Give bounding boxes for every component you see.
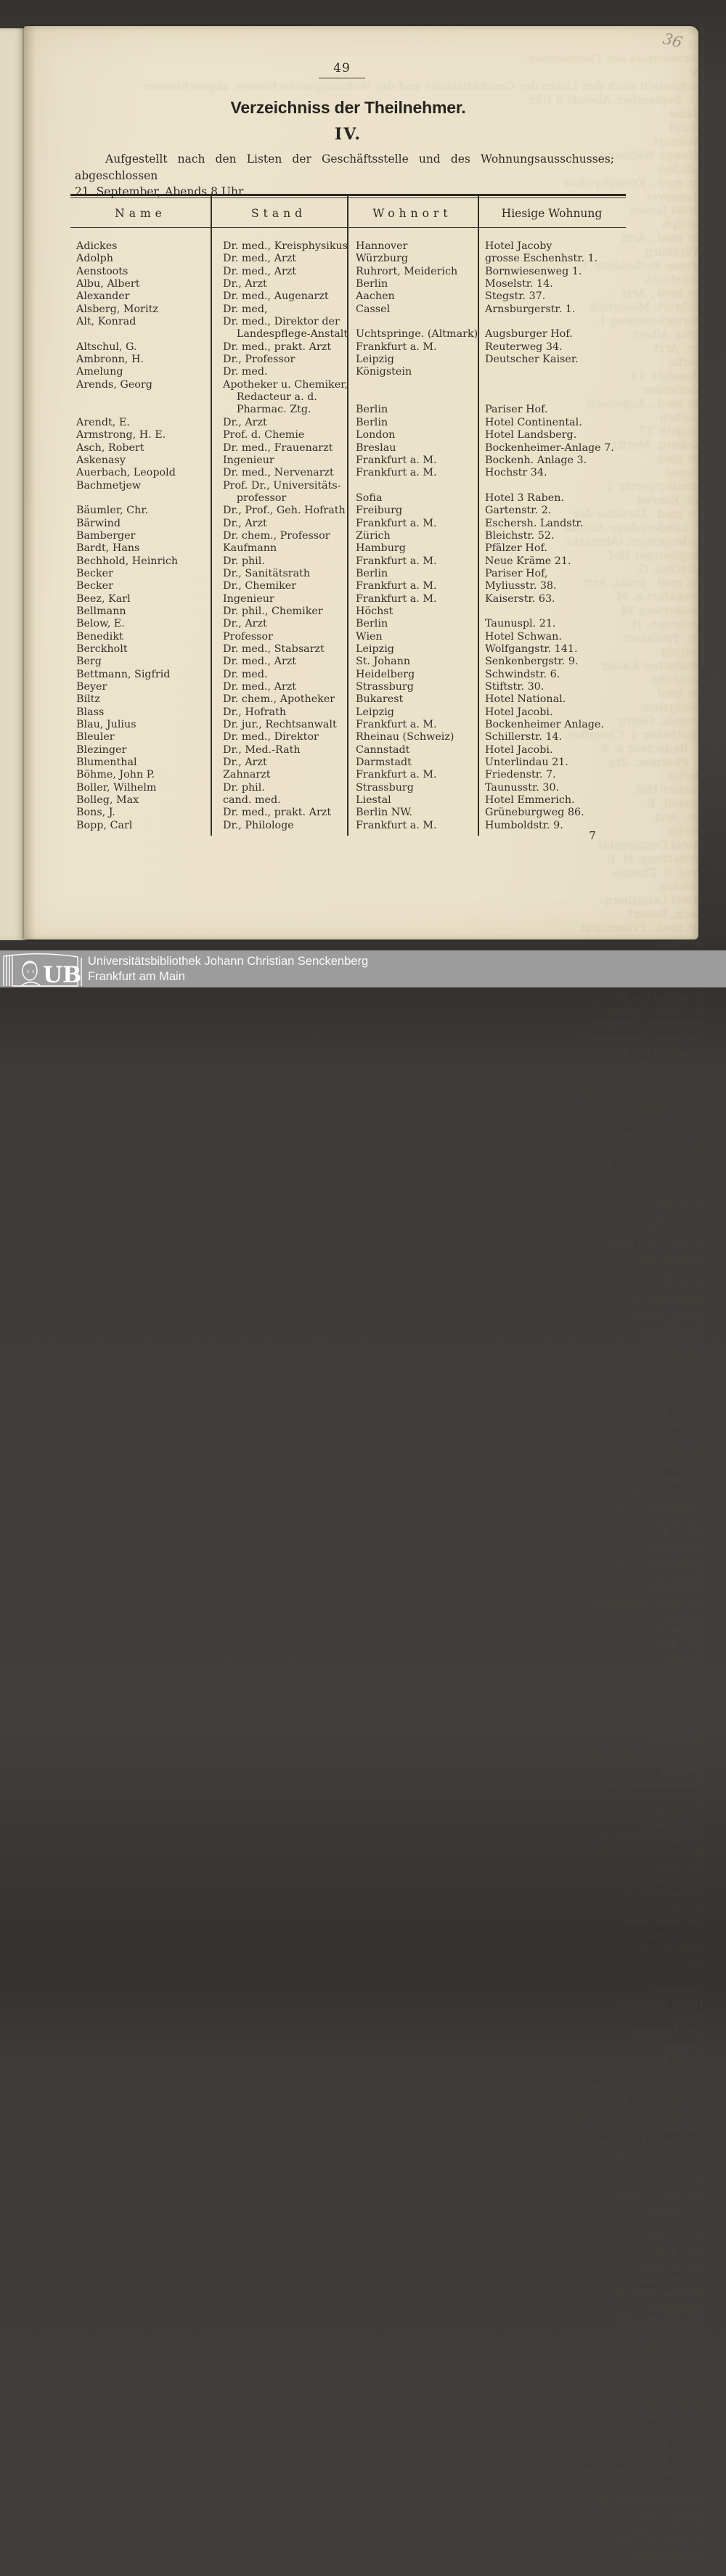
table-cell-name: Bons, J. [76,807,115,819]
table-cell-name: Bettmann, Sigfrid [76,668,171,680]
table-cell-stand: Dr., Hofrath [223,706,287,718]
table-cell-stand: Dr., Sanitätsrath [223,567,311,579]
table-cell-stand: Dr. med., Augenarzt [223,290,329,303]
table-cell-wohnung: Reuterweg 34. [485,341,563,353]
table-cell-wohnort: Würzburg [356,253,409,265]
table-cell-name: Blezinger [76,743,127,756]
table-cell-stand: Dr., Arzt [223,757,267,769]
table-cell-stand: Pharmac. Ztg. [223,404,311,416]
table-cell-stand: Dr., Prof., Geh. Hofrath [223,505,346,517]
table-cell-wohnort: Aachen [356,290,395,303]
table-cell-wohnort: London [356,429,396,441]
participants-table [70,194,626,841]
page-title: Verzeichniss der Theilnehmer. [230,98,466,117]
table-cell-wohnort: Berlin [356,404,388,416]
table-cell-wohnung: Deutscher Kaiser. [485,354,579,366]
table-cell-wohnung: Hotel National. [485,693,566,706]
table-cell-wohnung: Hotel Landsberg. [485,429,577,441]
table-cell-name: Benedikt [76,630,123,643]
column-header-stand: Stand [251,207,306,220]
table-cell-name: Alt, Konrad [76,316,136,328]
table-cell-wohnort: Frankfurt a. M. [356,454,437,466]
table-cell-wohnort [347,379,478,391]
table-cell-stand: Dr. med., Direktor der [223,316,340,328]
table-cell-wohnung: Bockenheimer-Anlage 7. [485,441,614,454]
table-cell-name: Berg [76,656,102,668]
table-cell-name [70,391,211,404]
table-cell-wohnort: Frankfurt a. M. [356,555,437,567]
subtitle [75,151,614,200]
table-cell-name: Bardt, Hans [76,542,140,555]
table-cell-name: Boller, Wilhelm [76,781,157,794]
table-cell-name: Biltz [76,693,100,706]
table-cell-stand: Dr. med., prakt. Arzt [223,341,332,353]
table-cell-name: Arendt, E. [76,416,130,428]
table-cell-name: Adickes [76,240,118,252]
table-cell-stand: Dr. phil. [223,781,265,794]
table-cell-wohnort: Strassburg [356,781,414,794]
table-cell-wohnung: Stiftstr. 30. [485,681,544,693]
table-cell-wohnung: Moselstr. 14. [485,278,553,290]
table-cell-stand: Dr. jur., Rechtsanwalt [223,719,337,731]
table-cell-wohnort: Frankfurt a. M. [356,467,437,479]
table-cell-wohnung: Hochstr 34. [485,467,547,479]
table-cell-name [70,404,211,416]
table-cell-wohnort: Breslau [356,441,396,454]
table-cell-stand: Dr. phil. [223,555,265,567]
table-cell-wohnort: Ruhrort, Meiderich [356,265,458,277]
table-cell-name: Bärwind [76,517,121,529]
table-cell-stand: Dr., Arzt [223,517,267,529]
table-cell-name: Blumenthal [76,757,137,769]
page-number-top: 49 [333,61,351,76]
table-cell-wohnort: Cassel [356,303,391,315]
table-cell-stand: Dr., Med.-Rath [223,743,301,756]
table-cell-wohnort: Frankfurt a. M. [356,517,437,529]
table-cell-stand: professor [223,492,287,504]
table-cell-wohnung: Bornwiesenweg 1. [485,265,582,277]
table-cell-wohnung: Gartenstr. 2. [485,505,552,517]
table-cell-name: Bellmann [76,605,126,617]
library-footer-bar [0,950,726,987]
table-cell-wohnung: Grüneburgweg 86. [485,807,584,819]
table-cell-name: Bechhold, Heinrich [76,555,179,567]
table-cell-wohnung [478,316,626,328]
table-cell-stand: Dr., Arzt [223,618,267,630]
table-cell-name: Becker [76,567,113,579]
participants-table-body [70,233,626,832]
table-cell-name: Askenasy [76,454,126,466]
table-cell-wohnung: Bleichstr. 52. [485,529,555,542]
table-cell-wohnung: Friedenstr. 7. [485,769,556,781]
table-cell-wohnort: Frankfurt a. M. [356,719,437,731]
table-cell-name: Asch, Robert [76,441,144,454]
table-cell-wohnung: Hotel Emmerich. [485,794,575,807]
library-footer-text [88,954,368,984]
table-cell-stand: Professor [223,630,273,643]
table-cell-wohnort: Cannstadt [356,743,410,756]
table-cell-stand: Dr. med. [223,668,268,680]
table-cell-stand: Dr., Philologe [223,819,294,831]
table-cell-name: Bleuler [76,731,115,743]
table-cell-wohnort: Sofia [356,492,383,504]
table-cell-wohnung: Augsburger Hof. [485,328,573,341]
table-cell-stand: Dr., Chemiker [223,580,297,592]
table-cell-name: Adolph [76,253,114,265]
table-cell-wohnort: Frankfurt a. M. [356,341,437,353]
library-logo [2,951,83,990]
table-cell-wohnort: Berlin [356,278,388,290]
column-header-name: Name [115,207,166,220]
table-cell-wohnort: Frankfurt a. M. [356,819,437,831]
table-cell-wohnung: Neue Kräme 21. [485,555,571,567]
table-cell-wohnort: Berlin [356,567,388,579]
column-header-hiesige-wohnung: Hiesige Wohnung [501,207,603,220]
table-cell-wohnung [478,606,626,618]
page-number-top-wrap [319,61,365,78]
table-cell-wohnort: Hamburg [356,542,406,555]
table-cell-wohnung: Hotel 3 Raben. [485,492,565,504]
ub-logo-icon [2,951,83,987]
table-cell-wohnung: Hotel Schwan. [485,630,562,643]
table-cell-wohnort [347,391,478,404]
table-cell-wohnung: Taunusstr. 30. [485,781,560,794]
section-number: IV. [334,125,362,144]
table-cell-name: Blau, Julius [76,719,136,731]
table-cell-name: Armstrong, H. E. [76,429,166,441]
table-cell-wohnort [347,480,478,492]
table-cell-wohnort: Frankfurt a. M. [356,592,437,605]
table-cell-stand: Dr. med. [223,366,268,378]
table-cell-wohnort: Heidelberg [356,668,415,680]
table-cell-wohnung: Arnsburgerstr. 1. [485,303,576,315]
table-cell-wohnort: Berlin NW. [356,807,412,819]
table-cell-wohnort: Wien [356,630,383,643]
table-cell-wohnort: Darmstadt [356,757,412,769]
table-cell-wohnung: Pfälzer Hof. [485,542,547,555]
table-cell-stand: Dr. med., Nervenarzt [223,467,334,479]
table-cell-wohnung: Wolfgangstr. 141. [485,643,578,655]
table-cell-stand: Dr. med., Direktor [223,731,319,743]
table-cell-name: Amelung [76,366,123,378]
table-cell-wohnort: Königstein [356,366,412,378]
library-city: Frankfurt am Main [88,969,185,983]
table-cell-wohnung: Schillerstr. 14. [485,731,563,743]
table-cell-wohnung: Bockenh. Anlage 3. [485,454,587,466]
table-cell-wohnort: Leipzig [356,643,394,655]
table-cell-stand: Dr. med., Frauenarzt [223,441,333,454]
table-cell-stand: Dr., Arzt [223,416,267,428]
table-cell-name: Böhme, John P. [76,769,155,781]
table-cell-name: Arends, Georg [76,378,152,391]
table-cell-stand: Dr. chem., Apotheker [223,693,335,706]
column-header-wohnort: Wohnort [372,207,452,220]
table-cell-stand: Dr. med., Arzt [223,681,297,693]
table-cell-stand: Dr. med., Arzt [223,253,297,265]
table-cell-name: Bopp, Carl [76,819,133,831]
table-cell-stand: Dr. med., Arzt [223,265,297,277]
table-cell-stand: Dr., Arzt [223,278,267,290]
table-cell-name: Bäumler, Chr. [76,505,149,517]
table-cell-stand: Dr. chem., Professor [223,529,330,542]
table-cell-wohnung [478,391,626,404]
table-cell-stand: Dr. med., Arzt [223,656,297,668]
table-cell-wohnort: Zürich [356,529,391,542]
table-cell-wohnort: Leipzig [356,706,394,718]
table-cell-wohnung: Myliusstr. 38. [485,580,557,592]
table-cell-wohnung: Hotel Jacobi. [485,706,553,718]
table-cell-name: Albu, Albert [76,278,140,290]
table-cell-wohnort: Hannover [356,240,408,252]
table-cell-wohnort: Berlin [356,416,388,428]
table-cell-wohnung: Stegstr. 37. [485,290,546,303]
table-cell-stand: Apotheker u. Chemiker, [223,378,348,391]
table-cell-stand: Dr. med., Kreisphysikus [223,240,348,252]
table-cell-stand: Dr. med, [223,303,268,315]
table-cell-wohnort: Berlin [356,618,388,630]
library-name: Universitätsbibliothek Johann Christian Senckenberg [88,955,369,968]
table-cell-stand: Redacteur a. d. [223,391,317,404]
subtitle-line-1: Aufgestellt nach den Listen der Geschäftsstelle und des Wohnungsausschusses; abgeschlossen [75,152,614,182]
table-cell-wohnung: Pariser Hof, [485,567,548,579]
handwritten-annotation: 36 [661,30,685,52]
table-cell-name: Beez, Karl [76,592,131,605]
table-cell-wohnung: Taunuspl. 21. [485,618,556,630]
underlying-page-edge [0,28,26,940]
table-cell-wohnung: Hotel Continental. [485,416,582,428]
table-cell-name: Altschul, G. [76,341,137,353]
scanned-page: 49 36 Verzeichniss der Theilnehmer. IV. Aufgestellt nach den Listen der Geschäftsstelle und des Wohnungsausschusses; abgeschlossen 21. September, Abends 8 Uhr. Name Stand Wohnort Hiesige Wohnung Adickes Dr. med., Kreisphysikus Hannover Hotel Jacoby Adolph Dr. med., Arzt Würzburg grosse Eschenhstr. 1. Aenstoots Dr. med., Arzt Ruhrort, Meiderich Bornwiesenweg 1. Albu, Albert Dr., Arzt Berlin Moselstr. 14. Alexander Dr. med., Augenarzt Aachen Stegstr. 37. Alsberg, Moritz Dr. med, Cassel Arnsburgerstr. 1. Alt, Konrad Dr. med., Direktor der Landespflege-Anstalt Uchtspringe. (Altmark) Augsburger Hof. Altschul, G. Dr. med., prakt. Arzt Frankfurt a. M. Reuterweg 34. Ambronn, H. Dr., Professor Leipzig Deutscher Kaiser. Amelung Dr. med. Königstein Arends, Georg Apotheker u. Chemiker, Redacteur a. d. Pharmac. Ztg. Berlin Pariser Hof. Arendt, E. Dr., Arzt Berlin Hotel Continental. Armstrong, H. E. Prof. d. Chemie London Hotel Landsberg. Asch, Robert Dr. med., Frauenarzt Breslau Frankfurt a. M. Bockenh. Anlage 3. Auerbach, Leopold Dr. med., Nervenarzt Frankfurt a. M. Hochstr 34. Bachmetjew Prof. Dr., Universitäts- professor Sofia Hotel 3 Raben. Bäumler, Chr. Dr., Prof., Geh. Hofrath Freiburg Gartenstr. 2. Bärwind Dr., Arzt Frankfurt a. M. Eschersh. Landstr. Bamberger Dr. chem., Professor Zürich Bleichstr. 52. Bardt, Hans Kaufmann Hamburg Pfälzer Hof. Bechhold, Heinrich Dr. phil. Frankfurt a. M. Neue Kräme 21. Becker Dr., Sanitätsrath Berlin Pariser Hof, Becker Dr., Chemiker Frankfurt a. M. Myliusstr. 38. Beez, Karl Ingenieur Frankfurt a. M. Kaiserstr. 63. Bellmann Dr. phil., Chemiker Höchst Below, E. Dr., Arzt Berlin Taunuspl. 21. Benedikt Professor Wien Hotel Schwan. Berckholt Dr. med., Stabsarzt Leipzig Wolfgangstr. 141. Berg Dr. med., Arzt St. Johann Senkenbergstr. 9. Bettmann, Sigfrid Dr. med. Heidelberg Schwindstr. 6. Beyer Dr. med., Arzt Strassburg Stiftstr. 30. Biltz Dr. chem., Apotheker Bukarest Hotel National. Blass Dr., Hofrath Leipzig Hotel Jacobi. Blau, Julius Dr. jur., Rechtsanwalt Frankfurt a. M. Bockenheimer Anlage. Bleuler Dr. med., Direktor Rheinau (Schweiz) Schillerstr. 14. Blezinger Dr., Med.-Rath Cannstadt Hotel Jacobi. Blumenthal Dr., Arzt Darmstadt Unterlindau 21. Böhme, John P. Zahnarzt Frankfurt a. M. Friedenstr. 7. Boller, Wilhelm Dr. phil. Strassburg Taunusstr. 30. Bolleg, Max cand. med. Liestal Hotel Emmerich. Bons, J. Dr. med., prakt. Arzt Berlin NW. Grüneburgweg 86. Bopp, Carl Dr., Philologe Frankfurt a. M. Humboldstr. 9. 7 49 36 Verzeichniss der Theilnehmer. IV. Aufgestellt nach den Listen der Geschäftsstelle und des Wohnungsausschusses; abgeschlossen 21. September, Abends 8 Uhr. Name Stand Wohnort Hiesige Wohnung Adickes Dr. med., Kreisphysikus Hannover Hotel Jacoby Adolph Dr. med., Arzt Würzburg grosse Eschenhstr. 1. Aenstoots Dr. med., Arzt Ruhrort, Meiderich Bornwiesenweg 1. Albu, Albert Dr., Arzt Berlin Moselstr. 14. Alexander Dr. med., Augenarzt Aachen Stegstr. 37. Alsberg, Moritz Dr. med, Cassel Arnsburgerstr. 1. Alt, Konrad Dr. med., Direktor der Landespflege-Anstalt Uchtspringe. (Altmark) Augsburger Hof. Altschul, G. Dr. med., prakt. Arzt Frankfurt a. M. Reuterweg 34. Ambronn, H. Dr., Professor Leipzig Deutscher Kaiser. Amelung Dr. med. Königstein Arends, Georg Apotheker u. Chemiker, Redacteur a. d. Pharmac. Ztg. Berlin Pariser Hof. Arendt, E. Dr., Arzt Berlin Hotel Continental. Armstrong, H. E. Prof. d. Chemie London Hotel Landsberg. Asch, Robert Dr. med., Frauenarzt Breslau Bockenheimer-Anlage 7. Askenasy Ingenieur Frankfurt a. M. Bockenh. Anlage 3. Auerbach, Leopold Dr. med., Nervenarzt Frankfurt a. M. Hochstr 34. Bachmetjew Prof. Dr., Universitäts- professor Sofia Hotel 3 Raben. Bäumler, Chr. Dr., Prof., Geh. Hofrath Freiburg Gartenstr. 2. Bärwind Dr., Arzt Frankfurt a. M. Eschersh. Landstr. Bamberger Dr. chem., Professor Zürich Bleichstr. 52. Bardt, Hans Kaufmann Hamburg Pfälzer Hof. Bechhold, Heinrich Dr. phil. Frankfurt a. M. Neue Kräme 21. Becker Dr., Sanitätsrath Berlin Pariser Hof, Becker Dr., Chemiker Frankfurt a. M. Myliusstr. 38. Beez, Karl Ingenieur Frankfurt a. M. Kaiserstr. 63. Bellmann Dr. phil., Chemiker Höchst Below, E. Dr., Arzt Berlin Taunuspl. 21. Benedikt Professor Wien Hotel Schwan. Berckholt Dr. med., Stabsarzt Leipzig Wolfgangstr. 141. Berg Dr. med., Arzt St. Johann Senkenbergstr. 9. Bettmann, Sigfrid Dr. med. Heidelberg Schwindstr. 6. Beyer Dr. med., Arzt Strassburg Stiftstr. 30. Biltz Dr. chem., Apotheker Bukarest Hotel National. Blass Dr., Hofrath Leipzig Hotel Jacobi. Blau, Julius Dr. jur., Rechtsanwalt Frankfurt a. M. Bockenheimer Anlage. Bleuler Dr. med., Direktor Rheinau (Schweiz) Schillerstr. 14. Blezinger Dr., Med.-Rath Cannstadt Hotel Jacobi. Blumenthal Dr., Arzt Darmstadt Unterlindau 21. Böhme, John P. Zahnarzt Frankfurt a. M. Friedenstr. 7. Boller, Wilhelm Dr. phil. Strassburg Taunusstr. 30. Bolleg, Max cand. med. Liestal Hotel Emmerich. Bons, J. Dr. med., prakt. Arzt Berlin NW. Grüneburgweg 86. Bopp, Carl Dr., Philologe Frankfurt a. M. Humboldstr. 9. 7 [24,26,698,939]
table-cell-wohnung: Kaiserstr. 63. [485,592,555,605]
table-cell-stand: Dr. med., prakt. Arzt [223,807,332,819]
table-cell-stand: Kaufmann [223,542,277,555]
table-cell-wohnort: Strassburg [356,681,414,693]
table-cell-wohnort: Uchtspringe. (Altmark) [356,328,478,341]
table-cell-wohnort: Höchst [356,605,393,617]
table-cell-stand: Dr., Professor [223,354,295,366]
table-cell-wohnung: Humboldstr. 9. [485,819,563,831]
table-cell-wohnort: St. Johann [356,656,411,668]
table-cell-wohnort: Frankfurt a. M. [356,580,437,592]
table-cell-name [70,492,211,505]
table-cell-wohnung: Hotel Jacoby [485,240,552,252]
table-cell-wohnung [478,379,626,391]
table-cell-wohnort: Bukarest [356,693,404,706]
table-cell-stand: Prof. Dr., Universitäts- [223,479,341,492]
table-cell-wohnung: Unterlindau 21. [485,757,568,769]
table-cell-wohnort: Liestal [356,794,391,807]
table-cell-stand: cand. med. [223,794,281,807]
table-cell-wohnort: Frankfurt a. M. [356,769,437,781]
svg-text:UB: UB [43,962,82,988]
subtitle-line-2: 21. September, Abends 8 Uhr. [75,185,246,198]
table-cell-wohnung: Schwindstr. 6. [485,668,560,680]
table-cell-wohnung [478,366,626,378]
table-cell-stand: Ingenieur [223,592,274,605]
table-cell-wohnort: Freiburg [356,505,403,517]
table-cell-name: Alexander [76,290,130,303]
table-cell-wohnung: Bockenheimer Anlage. [485,719,604,731]
table-cell-wohnung: Eschersh. Landstr. [485,517,584,529]
table-cell-wohnung [478,480,626,492]
table-cell-name: Bamberger [76,529,136,542]
table-cell-stand: Zahnarzt [223,769,271,781]
table-cell-stand: Ingenieur [223,454,274,466]
table-cell-stand: Landespflege-Anstalt [223,328,348,341]
table-cell-wohnung: Pariser Hof. [485,404,548,416]
table-cell-name [70,328,211,341]
table-cell-wohnort [347,316,478,328]
table-cell-name: Becker [76,580,113,592]
table-cell-name: Auerbach, Leopold [76,467,176,479]
table-cell-name: Below, E. [76,618,125,630]
table-cell-name: Bolleg, Max [76,794,139,807]
table-cell-name: Alsberg, Moritz [76,303,158,315]
table-cell-stand: Dr. med., Stabsarzt [223,643,325,655]
table-cell-name: Bachmetjew [76,479,142,492]
table-cell-name: Beyer [76,681,107,693]
table-cell-wohnung: grosse Eschenhstr. 1. [485,253,598,265]
table-cell-wohnort: Rheinau (Schweiz) [356,731,454,743]
table-cell-wohnort: Leipzig [356,354,394,366]
table-cell-wohnung: Hotel Jacobi. [485,743,553,756]
table-cell-name: Blass [76,706,105,718]
table-cell-stand: Prof. d. Chemie [223,429,305,441]
table-cell-stand: Dr. phil., Chemiker [223,605,323,617]
table-cell-name: Berckholt [76,643,128,655]
table-cell-name: Aenstoots [76,265,129,277]
table-cell-name: Ambronn, H. [76,354,144,366]
table-cell-wohnung: Senkenbergstr. 9. [485,656,579,668]
page-number-bottom: 7 [589,829,596,842]
